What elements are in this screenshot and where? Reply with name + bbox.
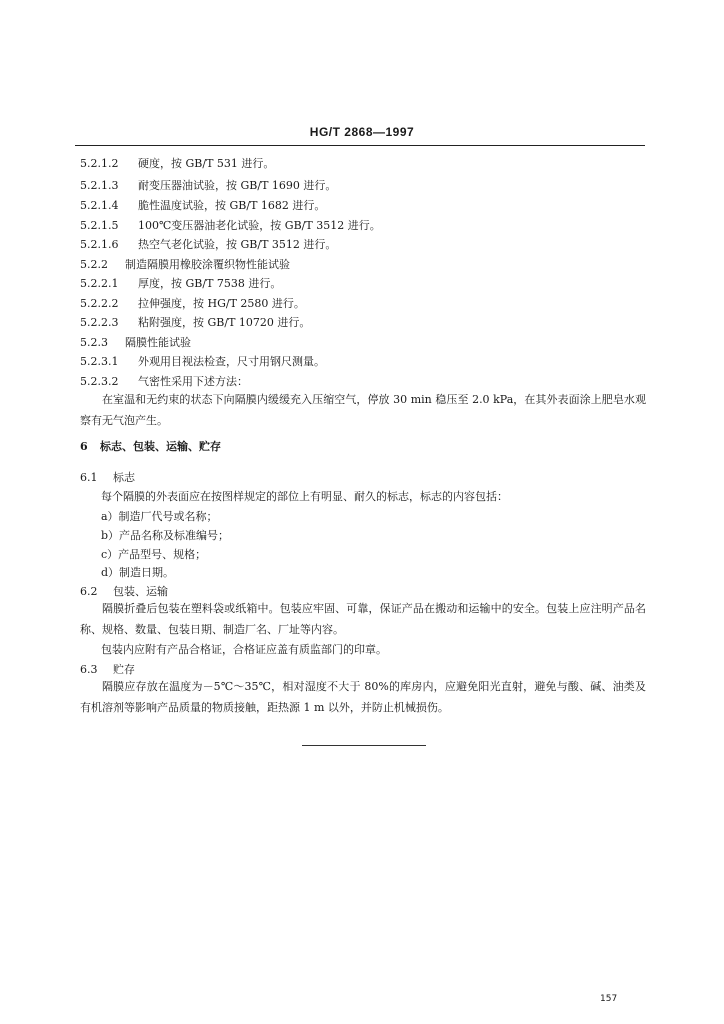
section-number: 5.2.2.1: [80, 277, 119, 290]
section-number: 6.3: [80, 663, 98, 676]
section-6-1-intro: 每个隔膜的外表面应在按图样规定的部位上有明显、耐久的标志，标志的内容包括：: [101, 490, 508, 503]
section-number: 5.2.3.2: [80, 375, 119, 388]
section-text: 热空气老化试验，按 GB/T 3512 进行。: [138, 238, 337, 251]
section-6-2-paragraph-1: 隔膜折叠后包装在塑料袋或纸箱中。包装应牢固、可靠，保证产品在搬动和运输中的安全。包装上应注明产品名称、规格、数量、包装日期、制造厂名、厂址等内容。: [80, 602, 646, 636]
section-number: 6.1: [80, 471, 98, 484]
section-number: 5.2.1.5: [80, 219, 119, 232]
section-text: 耐变压器油试验，按 GB/T 1690 进行。: [138, 179, 337, 192]
section-number: 5.2.1.4: [80, 199, 119, 212]
list-item: c）产品型号、规格；: [101, 548, 207, 561]
section-text: 粘附强度，按 GB/T 10720 进行。: [138, 316, 311, 329]
section-number: 5.2.1.2: [80, 157, 119, 170]
section-text: 气密性采用下述方法：: [138, 375, 248, 388]
section-title: 包装、运输: [113, 585, 168, 598]
section-number: 5.2.2: [80, 258, 108, 271]
chapter-number: 6: [80, 440, 88, 453]
section-number: 5.2.1.6: [80, 238, 119, 251]
list-item: d）制造日期。: [101, 566, 175, 579]
end-rule: [302, 745, 426, 746]
paragraph-airtight-method: 在室温和无约束的状态下向隔膜内缓缓充入压缩空气，停放 30 min 稳压至 2.0 kPa，在其外表面涂上肥皂水观察有无气泡产生。: [80, 393, 646, 427]
chapter-title: 标志、包装、运输、贮存: [100, 440, 221, 453]
header-rule: [75, 145, 645, 146]
section-number: 5.2.3.1: [80, 355, 119, 368]
section-text: 拉伸强度，按 HG/T 2580 进行。: [138, 297, 305, 310]
page-header-standard-code: HG/T 2868—1997: [309, 125, 415, 139]
section-text: 外观用目视法检查，尺寸用钢尺测量。: [138, 355, 325, 368]
section-text: 制造隔膜用橡胶涂覆织物性能试验: [125, 258, 290, 271]
section-text: 脆性温度试验，按 GB/T 1682 进行。: [138, 199, 326, 212]
section-number: 5.2.2.2: [80, 297, 119, 310]
section-text: 隔膜性能试验: [125, 336, 191, 349]
section-title: 贮存: [113, 663, 135, 676]
section-6-3-paragraph: 隔膜应存放在温度为－5℃～35℃，相对湿度不大于 80%的库房内，应避免阳光直射，避免与酸、碱、油类及有机溶剂等影响产品质量的物质接触，距热源 1 m 以外，并防止机械损伤。: [80, 680, 646, 714]
section-number: 6.2: [80, 585, 98, 598]
list-item: a）制造厂代号或名称；: [101, 510, 218, 523]
section-text: 100℃变压器油老化试验，按 GB/T 3512 进行。: [138, 219, 381, 232]
section-6-2-paragraph-2: 包装内应附有产品合格证，合格证应盖有质监部门的印章。: [101, 643, 387, 656]
list-item: b）产品名称及标准编号；: [101, 529, 230, 542]
page-number: 157: [600, 994, 618, 1004]
section-title: 标志: [113, 471, 135, 484]
section-number: 5.2.2.3: [80, 316, 119, 329]
section-number: 5.2.1.3: [80, 179, 119, 192]
section-text: 厚度，按 GB/T 7538 进行。: [138, 277, 282, 290]
section-number: 5.2.3: [80, 336, 108, 349]
section-text: 硬度，按 GB/T 531 进行。: [138, 157, 275, 170]
